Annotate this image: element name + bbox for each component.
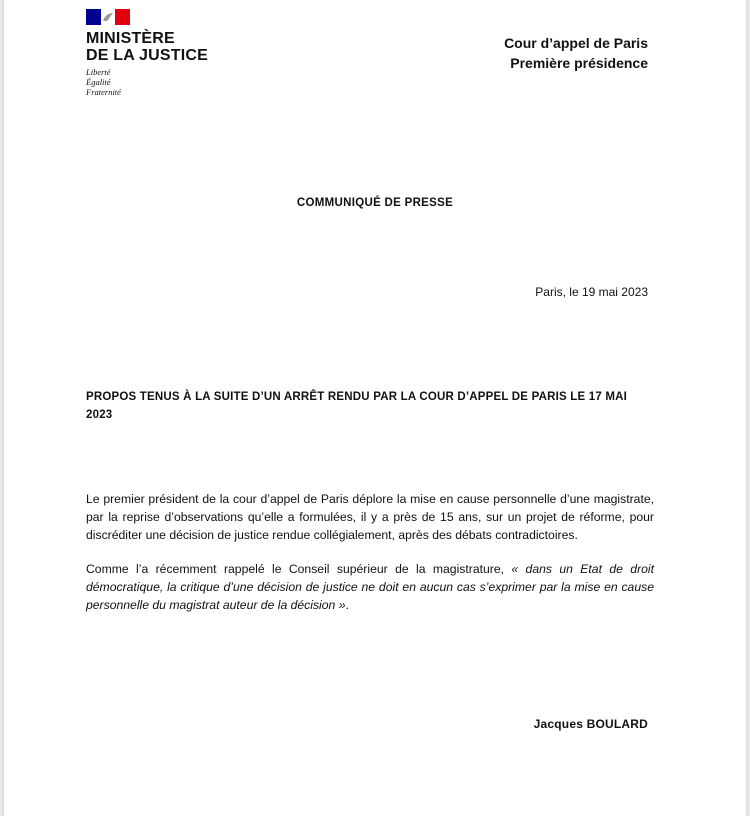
document-subject: PROPOS TENUS À LA SUITE D’UN ARRÊT RENDU PAR LA COUR D’APPEL DE PARIS LE 17 MAI 2023 <box>86 391 628 421</box>
marianne-flag-icon <box>86 9 130 25</box>
ministry-name-line1: MINISTÈRE <box>86 30 175 47</box>
court-header <box>504 33 648 73</box>
document-page <box>4 0 746 816</box>
court-name: Cour d’appel de Paris <box>504 35 648 51</box>
paragraph-2-quote: « dans un Etat de droit démocratique, la critique d’une décision de justice ne doit en aucun cas s’exprimer par la mise en cause personnelle du magistrat auteur de la décision » <box>86 562 655 612</box>
signature: Jacques BOULARD <box>533 717 648 731</box>
paragraph-2-intro: Comme l’a récemment rappelé le Conseil supérieur de la magistrature, <box>86 562 512 576</box>
document-body <box>86 490 654 630</box>
republic-motto <box>86 67 226 97</box>
paragraph-1: Le premier président de la cour d’appel de Paris déplore la mise en cause personnelle d’une magistrate, par la reprise d’observations qu’elle a formulées, il y a près de 15 ans, sur un projet de réforme, pour discréditer une décision de justice rendue collégialement, après des débats contradictoires. <box>86 492 654 542</box>
motto-liberte: Liberté <box>86 67 111 77</box>
motto-fraternite: Fraternité <box>86 87 121 97</box>
paragraph-2 <box>86 560 654 614</box>
document-title: COMMUNIQUÉ DE PRESSE <box>296 197 454 209</box>
motto-egalite: Égalité <box>86 77 111 87</box>
paragraph-2-end: . <box>345 598 349 612</box>
ministry-name-line2: DE LA JUSTICE <box>86 47 209 64</box>
court-department: Première présidence <box>510 55 648 71</box>
document-date: Paris, le 19 mai 2023 <box>535 285 648 299</box>
ministry-logo <box>86 9 226 97</box>
